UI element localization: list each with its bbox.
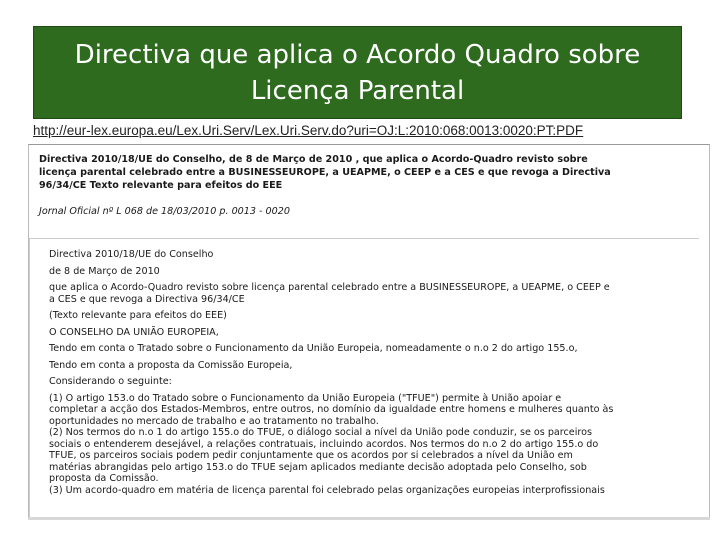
document-body: [49, 249, 689, 496]
body-line: matérias abrangidas pelo artigo 153.o do TFUE sejam aplicados mediante decisão adoptada pelo Conselho, sob: [49, 461, 587, 473]
slide-title-line-1: Directiva que aplica o Acordo Quadro sobre: [74, 39, 641, 70]
body-line: Tendo em conta o Tratado sobre o Funcionamento da União Europeia, nomeadamente o n.o 2 do artigo 155.o,: [49, 343, 578, 354]
body-line: completar a acção dos Estados-Membros, entre outros, no domínio da igualdade entre homens e mulheres quanto às: [49, 404, 614, 415]
body-line: proposta da Comissão.: [49, 473, 159, 484]
body-line: (Texto relevante para efeitos do EEE): [49, 310, 227, 321]
body-line: Considerando o seguinte:: [49, 376, 172, 387]
document-heading: [39, 154, 679, 192]
body-line: de 8 de Março de 2010: [49, 265, 160, 277]
slide-title: [75, 37, 641, 109]
slide-title-banner: [33, 26, 682, 119]
body-line: O CONSELHO DA UNIÃO EUROPEIA,: [49, 326, 219, 338]
body-line: Directiva 2010/18/UE do Conselho: [49, 249, 214, 260]
source-link[interactable]: http://eur-lex.europa.eu/Lex.Uri.Serv/Lex.Uri.Serv.do?uri=OJ:L:2010:068:0013:0020:PT:PDF: [33, 123, 584, 138]
body-line: sociais o entenderem desejável, a relações contratuais, incluindo acordos. Nos termos do n.o 2 do artigo 155.o do: [49, 438, 599, 450]
document-screenshot: [28, 144, 710, 520]
bottom-divider: [28, 517, 710, 520]
body-line: (1) O artigo 153.o do Tratado sobre o Funcionamento da União Europeia ("TFUE") permite à União apoiar e: [49, 392, 562, 404]
body-line: Tendo em conta a proposta da Comissão Europeia,: [49, 359, 293, 371]
body-line: (2) Nos termos do n.o 1 do artigo 155.o do TFUE, o diálogo social a nível da União pode conduzir, se os parceiros: [49, 427, 592, 438]
heading-line: 96/34/CE Texto relevante para efeitos do EEE: [39, 179, 283, 191]
slide-title-line-2: Licença Parental: [250, 75, 465, 106]
body-line: TFUE, os parceiros sociais podem pedir conjuntamente que os acordos por si celebrados a nível da União em: [49, 450, 573, 461]
body-line: (3) Um acordo-quadro em matéria de licença parental foi celebrado pelas organizações europeias interprofissionais: [49, 484, 605, 496]
body-line: oportunidades no mercado de trabalho e ao tratamento no trabalho.: [49, 415, 379, 427]
body-line: a CES e que revoga a Directiva 96/34/CE: [49, 293, 245, 305]
journal-reference: Jornal Oficial nº L 068 de 18/03/2010 p. 0013 - 0020: [39, 206, 290, 217]
heading-line: licença parental celebrado entre a BUSINESSEUROPE, a UEAPME, o CEEP e a CES e que revoga a Directiva: [39, 166, 611, 178]
body-line: que aplica o Acordo-Quadro revisto sobre licença parental celebrado entre a BUSINESSEUROPE, a UEAPME, o CEEP e: [49, 282, 610, 293]
heading-line: Directiva 2010/18/UE do Conselho, de 8 de Março de 2010 , que aplica o Acordo-Quadro revisto sobre: [39, 154, 588, 165]
